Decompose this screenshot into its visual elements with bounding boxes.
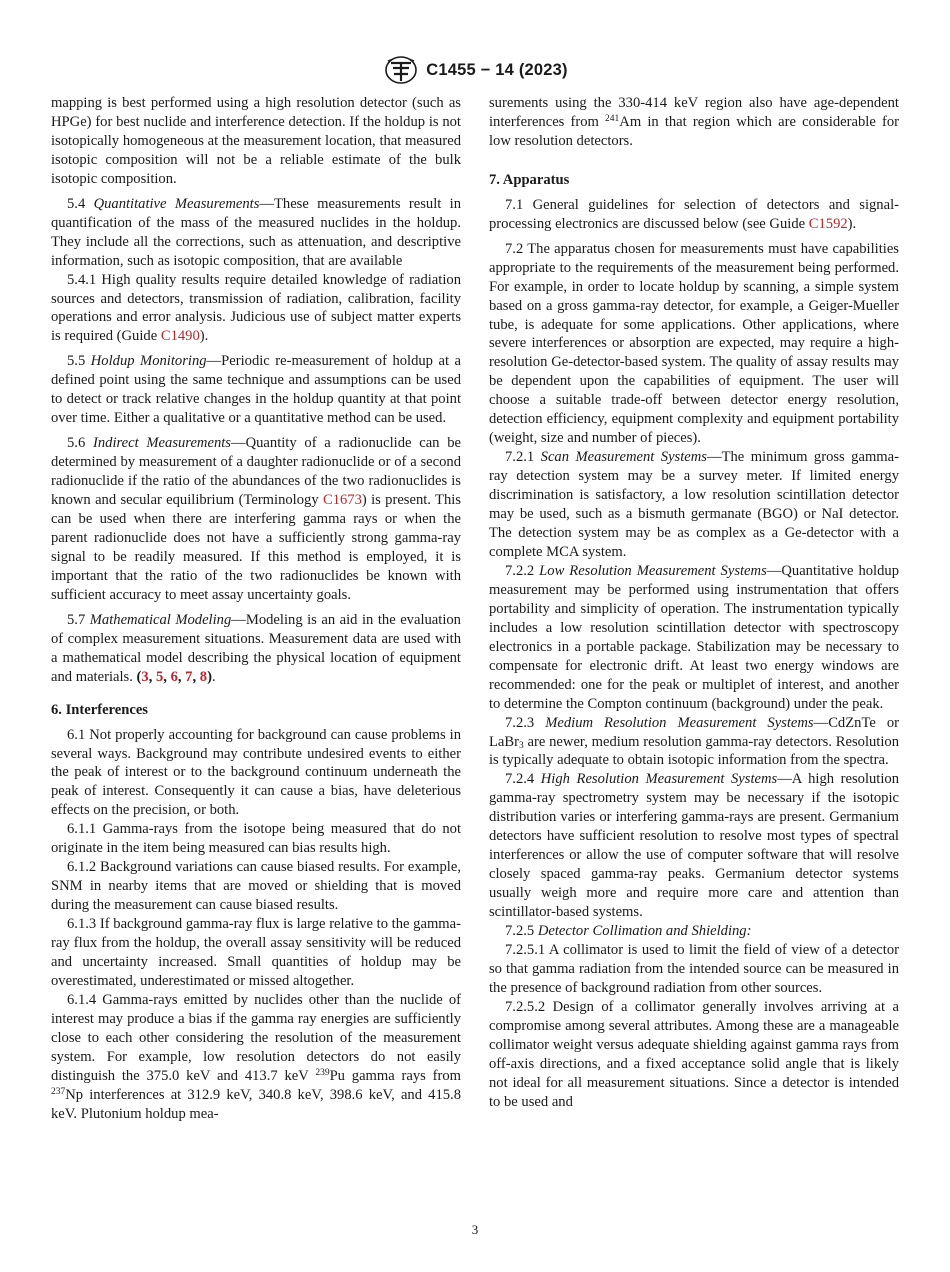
section-6-1-1: 6.1.1 Gamma-rays from the isotope being measured that do not originate in the item being measured can bias results high. — [51, 821, 461, 857]
section-title: Holdup Monitoring — [90, 353, 207, 370]
section-title: Medium Resolution Measurement Systems — [545, 714, 814, 731]
paragraph-continuation: mapping is best performed using a high resolution detector (such as HPGe) for best nuclide and interference detection. If the holdup is not isotopically homogeneous at the measurement location, that measured isotopic composition will not be a reliable estimate of the bulk isotopic composition. — [51, 95, 461, 187]
ref-link-6[interactable]: 6 — [170, 668, 178, 685]
ref-link-3[interactable]: 3 — [141, 668, 149, 685]
section-7-2-3: 7.2.3 Medium Resolution Measurement Systems—CdZnTe or LaBr$_3$ are newer, medium resolution gamma-ray detectors. Resolution is typically adequate to obtain isotopic information from the spectra. — [489, 714, 899, 769]
section-7-2-5-2: 7.2.5.2 Design of a collimator generally involves arriving at a compromise among several attributes. Among these are a manageable collimator weight versus adequate shielding against gamma rays from off-axis directions, and a fixed acceptance solid angle that is likely not ideal for all measurement situations. Since a detector is intended to be used and — [489, 998, 899, 1110]
section-title: Low Resolution Measurement Systems — [539, 562, 767, 579]
section-heading-6: 6. Interferences — [51, 701, 148, 718]
ref-link-8[interactable]: 8 — [199, 668, 208, 685]
section-6-1: 6.1 Not properly accounting for background can cause problems in several ways. Background may contribute undesired events to either the peak of interest or to the background continuum underneath the peak of interest. Consequently it can cause a bias, have deleterious effects on the precision, or both. — [51, 726, 461, 819]
section-5-7: 5.7 Mathematical Modeling—Modeling is an aid in the evaluation of complex measurement situations. Measurement data are used with a mathematical model describing the physical location of equipment and materials. (3, 5, 6, 7, 8). — [51, 611, 461, 685]
section-title: Quantitative Measurements — [93, 195, 260, 212]
standard-id: C1455 − 14 (2023) — [426, 60, 568, 79]
section-title: Scan Measurement Systems — [540, 449, 707, 466]
section-7-2: 7.2 The apparatus chosen for measurements must have capabilities appropriate to the requirements of the measurement being performed. For example, in order to locate holdup by scanning, a simple system based on a gross gamma-ray detector, for example, a Geiger-Mueller tube, is adequate for some applications. Other applications, where severe interferences or absorption are expected, may require a high-resolution Ge-detector-based system. The quality of assay results may be dependent upon the capabilities of equipment. The user will choose a suitable trade-off between detector energy resolution, detection efficiency, equipment complexity and equipment portability (weight, size and number of pieces). — [489, 240, 899, 447]
section-5-5: 5.5 Holdup Monitoring—Periodic re-measurement of holdup at a defined point using the same technique and assumptions can be used to detect or track relative changes in the holdup quantity at that point over time. Either a qualitative or a quantitative method can be used. — [51, 353, 461, 427]
section-5-6: 5.6 Indirect Measurements—Quantity of a radionuclide can be determined by measurement of a daughter radionuclide or of a second radionuclide if the ratio of the abundances of the two radionuclides is known and secular equilibrium (Terminology C1673) is present. This can be used when there are interfering gamma rays or when the parent radionuclide does not have a sufficiently strong gamma-ray signal to be readily measured. If this method is employed, it is important that the ratio of the two radionuclides be known with sufficient accuracy to meet assay uncertainty goals. — [51, 435, 461, 603]
page-number: 3 — [471, 1222, 479, 1237]
ref-link-c1592[interactable]: C1592 — [808, 215, 848, 232]
section-7-2-1: 7.2.1 Scan Measurement Systems—The minimum gross gamma-ray detection system may be a survey meter. If limited energy discrimination is satisfactory, a low resolution scintillation detector may be used, such as a bismuth germanate (BGO) or NaI detector. The detection system may be as complex as a Ge-detector with a complete MCA system. — [489, 449, 899, 560]
section-heading-7: 7. Apparatus — [489, 171, 570, 188]
left-column — [51, 94, 461, 1124]
ref-link-5[interactable]: 5 — [155, 668, 164, 685]
section-7-2-5: 7.2.5 Detector Collimation and Shielding: — [505, 923, 752, 940]
section-6-1-4: 6.1.4 Gamma-rays emitted by nuclides other than the nuclide of interest may produce a bias if the gamma ray energies are sufficiently close to each other considering the resolution of the measurement system. For example, low resolution detectors do not easily distinguish the 375.0 keV and 413.7 keV $^{239}$Pu gamma rays from $^{237}$Np interferences at 312.9 keV, 340.8 keV, 398.6 keV, and 415.8 keV. Plutonium holdup mea- — [51, 991, 461, 1122]
section-7-1: 7.1 General guidelines for selection of detectors and signal-processing electronics are discussed below (see Guide C1592). — [489, 196, 899, 232]
section-7-2-2: 7.2.2 Low Resolution Measurement Systems—Quantitative holdup measurement may be performed using instrumentation that offers portability and simplicity of operation. The instrumentation typically includes a low resolution scintillation detector with spectroscopy electronics in a portable package. Stabilization may be necessary to compensate for electronic drift. At least two energy windows are recommended: one for the peak or multiplet of interest, and another to determine the Compton continuum (background) under the peak. — [489, 562, 900, 712]
section-7-2-4: 7.2.4 High Resolution Measurement Systems—A high resolution gamma-ray spectrometry system may be necessary if the isotopic distribution varies or interfering gamma-rays are present. Germanium detectors have sufficient resolution to resolve most types of spectral interferences or allow the use of computer software that will resolve closely spaced gamma-ray peaks. Germanium detector systems usually weigh more and require more care and attention than scintillator-based systems. — [489, 771, 899, 921]
section-6-1-2: 6.1.2 Background variations can cause biased results. For example, SNM in nearby items that are moved or shielding that is moved during the measurement can cause biased results. — [51, 859, 461, 914]
section-title: Mathematical Modeling — [89, 611, 232, 628]
astm-logo-icon — [382, 55, 420, 85]
section-6-1-3: 6.1.3 If background gamma-ray flux is large relative to the gamma-ray flux from the holdup, the overall assay sensitivity will be reduced and uncertainty increased. Small quantities of holdup may be overestimated, underestimated or missed altogether. — [51, 916, 461, 989]
section-title: Detector Collimation and Shielding: — [537, 923, 752, 940]
section-title: High Resolution Measurement Systems — [540, 771, 778, 788]
right-column — [489, 94, 899, 1112]
ref-link-c1673[interactable]: C1673 — [322, 492, 362, 509]
section-title: Indirect Measurements — [93, 435, 231, 452]
section-5-4-1: 5.4.1 High quality results require detailed knowledge of radiation sources and detectors, transmission of radiation, calibration, facility operations and error analysis. Judicious use of subject matter experts is required (Guide C1490). — [51, 271, 461, 345]
paragraph-continuation: surements using the 330-414 keV region also have age-dependent interferences from $^{241}$Am in that region which are considerable for low resolution detectors. — [489, 95, 899, 149]
page-header — [0, 55, 950, 85]
ref-link-c1490[interactable]: C1490 — [160, 328, 200, 345]
section-7-2-5-1: 7.2.5.1 A collimator is used to limit the field of view of a detector so that gamma radiation from the intended source can be measured in the presence of background radiation from other sources. — [489, 941, 899, 996]
ref-link-7[interactable]: 7 — [185, 668, 193, 685]
section-5-4: 5.4 Quantitative Measurements—These measurements result in quantification of the mass of the measured nuclides in the holdup. They include all the corrections, such as attenuation, and descriptive information, such as isotopic composition, that are available — [51, 195, 461, 269]
